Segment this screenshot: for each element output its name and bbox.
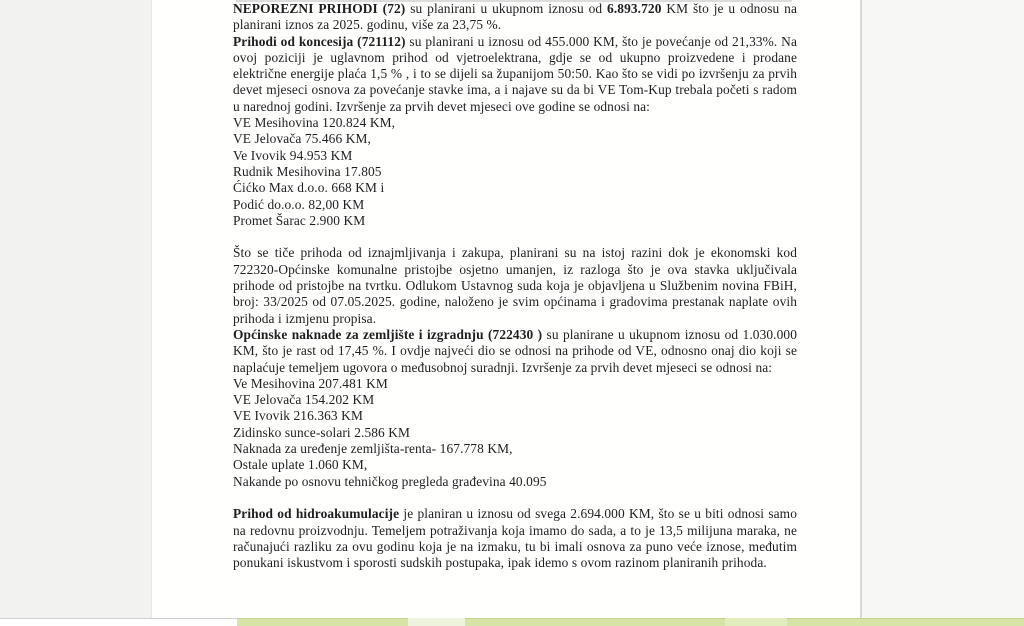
bottom-window-strip <box>0 618 1024 626</box>
bold-text-run: 6.893.720 <box>607 1 662 16</box>
viewer-left-margin <box>0 0 152 618</box>
text-run: Podić do.o.o. 82,00 KM <box>233 196 365 212</box>
list-line <box>233 213 797 229</box>
bottom-strip-green <box>237 618 1024 626</box>
text-run: Zidinsko sunce-solari 2.586 KM <box>233 424 411 440</box>
list-line <box>233 148 797 164</box>
paragraph <box>233 327 797 376</box>
list-line <box>233 474 797 490</box>
bold-text-run: Prihod od hidroakumulacije <box>233 506 400 522</box>
bold-text-run: NEPOREZNI PRIHODI (72) <box>233 1 406 16</box>
text-run: su planirani u iznosu od 455.000 KM, što je povećanje od 21,33%. Na ovoj poziciji je uglavnom prihod od vjetroelektrana, gdje se od ukupno proizvedene i prodane električne energije plaća 1,5 % , i to se dijeli sa županijom 50:50. Kao što se vidi po izvršenju za prvih devet mjeseci osnova za povećanje stavke ima, a i najave su da bi VE Tom-Kup trebala početi s radom u narednoj godini. Izvršenje za prvih devet mjeseci ove godine se odnosi na: <box>233 33 797 114</box>
list-line <box>233 131 797 147</box>
paragraph <box>233 245 797 326</box>
text-run: VE Jelovača 154.202 KM <box>233 392 375 408</box>
paragraph <box>233 506 797 571</box>
text-run: Ćićko Max d.o.o. 668 KM i <box>233 180 385 196</box>
list-line <box>233 441 797 457</box>
text-run: Promet Šarac 2.900 KM <box>233 212 366 228</box>
list-line <box>233 457 797 473</box>
text-run: Ve Ivovik 94.953 KM <box>233 147 353 163</box>
document-page <box>153 0 860 618</box>
text-run: su planirane u ukupnom iznosu od 1.030.000 KM, što je rast od 17,45 %. I ovdje najveći dio se odnosi na prihode od VE, odnosno onaj dio koji se naplaćuje temeljem ugovora o međusobnoj suradnji. Izvršenje za prvih devet mjeseci se odnosi na: <box>233 326 797 375</box>
list-line <box>233 408 797 424</box>
viewer-right-margin <box>862 0 1024 620</box>
text-run: Ve Mesihovina 207.481 KM <box>233 375 388 391</box>
paragraph <box>233 34 797 115</box>
text-run: Što se tiče prihoda od iznajmljivanja i zakupa, planirani su na istoj razini dok je ekonomski kod 722320-Općinske komunalne pristojbe osjetno umanjen, iz razloga što je ova stavka uključivala prihode od pristojbe na tvrtku. Odlukom Ustavnog suda koja je objavljena u Službenim novina FBiH, broj: 33/2025 od 07.05.2025. godine, naloženo je svim općinama i gradovima prestanak naplate ovih prihoda i izmjenu propisa. <box>233 245 797 326</box>
bold-text-run: Prihodi od koncesija (721112) <box>233 33 406 49</box>
list-line <box>233 115 797 131</box>
bottom-strip-highlight-right <box>725 618 787 626</box>
text-run: Rudnik Mesihovina 17.805 <box>233 163 382 179</box>
list-line <box>233 425 797 441</box>
list-line <box>233 180 797 196</box>
list-line <box>233 376 797 392</box>
paragraph <box>233 1 797 34</box>
text-run: VE Jelovača 75.466 KM, <box>233 131 371 147</box>
document-text <box>233 1 797 571</box>
bold-text-run: Općinske naknade za zemljište i izgradnju (722430 ) <box>233 326 543 342</box>
blank-line <box>233 229 797 245</box>
text-run: VE Ivovik 216.363 KM <box>233 408 363 424</box>
text-run: Nakande po osnovu tehničkog pregleda građevina 40.095 <box>233 473 547 489</box>
text-run: Naknada za uređenje zemljišta-renta- 167.778 KM, <box>233 441 513 457</box>
text-run: VE Mesihovina 120.824 KM, <box>233 115 396 131</box>
list-line <box>233 197 797 213</box>
text-run: je planiran u iznosu od svega 2.694.000 KM, što se u biti odnosi samo na redovnu proizvodnju. Temeljem potraživanja koja imamo do sada, a to je 13,5 milijuna maraka, ne računajući razliku za ovu godinu koja je na izmaku, tu bi imali osnova za puno veće iznose, međutim ponukani iskustvom i sporosti sudskih postupaka, ipak idemo s ovom razinom planiranih prihoda. <box>233 506 797 571</box>
bottom-strip-highlight <box>408 618 465 626</box>
text-run: Ostale uplate 1.060 KM, <box>233 457 368 473</box>
blank-line <box>233 490 797 506</box>
text-run: su planirani u ukupnom iznosu od <box>405 1 608 16</box>
list-line <box>233 164 797 180</box>
text-run: KM što je u odnosu na planirani iznos za 2025. godinu, više za 23,75 %. <box>233 1 798 33</box>
bottom-strip-left <box>0 618 237 626</box>
list-line <box>233 392 797 408</box>
